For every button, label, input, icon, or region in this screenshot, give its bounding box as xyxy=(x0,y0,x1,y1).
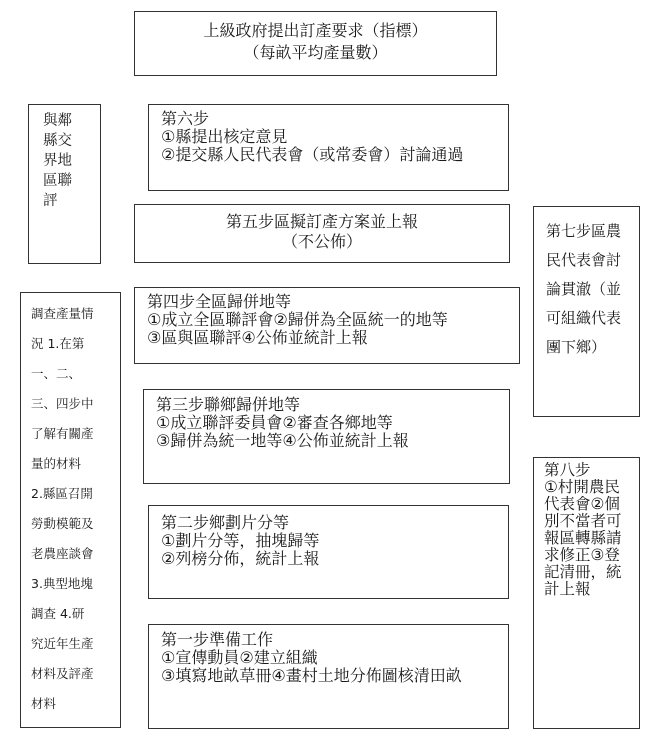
survey-line: 調查 4.研 xyxy=(31,606,85,621)
step3-item-1: ①成立聯評委員會②審查各鄉地等 xyxy=(156,413,393,432)
survey-line: 3.典型地塊 xyxy=(31,576,93,591)
survey-line: 調查產量情 xyxy=(31,306,94,321)
step5-line-2: （不公佈） xyxy=(281,232,362,251)
step7-line: 論貫澈（並 xyxy=(546,280,622,298)
survey-line: 2.縣區召開 xyxy=(31,486,93,501)
step4-item-2: ③區與區聯評④公佈並統計上報 xyxy=(147,328,368,347)
survey-line: 材料及評產 xyxy=(31,666,94,681)
step4-item-1: ①成立全區聯評會②歸併為全區統一的地等 xyxy=(147,310,448,329)
step8-line: 代表會②個 xyxy=(544,495,620,513)
step1-box xyxy=(148,624,509,729)
survey-line: 勞動模範及 xyxy=(31,516,94,531)
step8-line: 別不當者可 xyxy=(544,512,622,530)
survey-line: 三、四步中 xyxy=(31,396,94,411)
step7-line: 團下鄉） xyxy=(546,338,607,356)
step1-title: 第一步準備工作 xyxy=(161,630,274,649)
step8-line: 第八步 xyxy=(544,461,591,479)
step6-title: 第六步 xyxy=(161,109,210,128)
step1-item-2: ③填寫地畝草冊④畫村土地分佈圖核清田畝 xyxy=(161,666,462,685)
step2-item-1: ①劃片分等，抽塊歸等 xyxy=(161,531,320,550)
survey-box xyxy=(20,292,121,728)
neighbor-line: 區聯 xyxy=(43,173,72,189)
survey-line: 一、二、 xyxy=(31,366,82,381)
step2-box xyxy=(148,505,509,599)
step8-line: 求修正③登 xyxy=(544,546,620,564)
step7-line: 民代表會討 xyxy=(546,251,622,269)
step8-line: 記清冊，統 xyxy=(544,563,622,581)
step3-title: 第三步聯鄉歸併地等 xyxy=(156,395,301,414)
step6-item-2: ②提交縣人民代表會（或常委會）討論通過 xyxy=(161,145,464,164)
neighbor-line: 評 xyxy=(43,193,58,209)
step4-title: 第四步全區歸併地等 xyxy=(147,292,292,311)
survey-line: 況 1.在第 xyxy=(31,336,85,351)
step8-line: 報區轉縣請 xyxy=(544,529,622,547)
survey-line: 量的材料 xyxy=(31,456,82,471)
top-line-1: 上級政府提出訂產要求（指標） xyxy=(203,21,428,40)
step4-box xyxy=(134,287,520,364)
neighbor-line: 界地 xyxy=(43,153,72,169)
step2-title: 第二步鄉劃片分等 xyxy=(161,513,290,532)
step8-box xyxy=(533,457,640,729)
survey-line: 了解有關產 xyxy=(31,426,94,441)
survey-line: 材料 xyxy=(31,696,57,711)
step5-box xyxy=(134,204,510,263)
neighbor-county-box xyxy=(28,104,101,264)
survey-line: 究近年生產 xyxy=(31,636,94,651)
top-requirement-box xyxy=(134,11,497,76)
step5-line-1: 第五步區擬訂產方案並上報 xyxy=(225,212,418,231)
step6-box xyxy=(148,104,509,191)
step7-box xyxy=(533,206,640,417)
step1-item-1: ①宣傳動員②建立組織 xyxy=(161,648,318,667)
step2-item-2: ②列榜分佈，統計上報 xyxy=(161,549,320,568)
step7-line: 第七步區農 xyxy=(546,222,622,240)
neighbor-line: 與鄰 xyxy=(43,113,72,129)
step3-item-2: ③歸併為統一地等④公佈並統計上報 xyxy=(156,431,409,450)
top-line-2: （每畝平均產量數） xyxy=(243,43,388,62)
step6-item-1: ①縣提出核定意見 xyxy=(161,127,288,146)
step8-line: 計上報 xyxy=(544,580,591,598)
neighbor-line: 縣交 xyxy=(43,133,72,149)
step3-box xyxy=(143,389,510,484)
step8-line: ①村開農民 xyxy=(544,478,620,496)
step7-line: 可組織代表 xyxy=(546,309,622,327)
survey-line: 老農座談會 xyxy=(31,546,94,561)
